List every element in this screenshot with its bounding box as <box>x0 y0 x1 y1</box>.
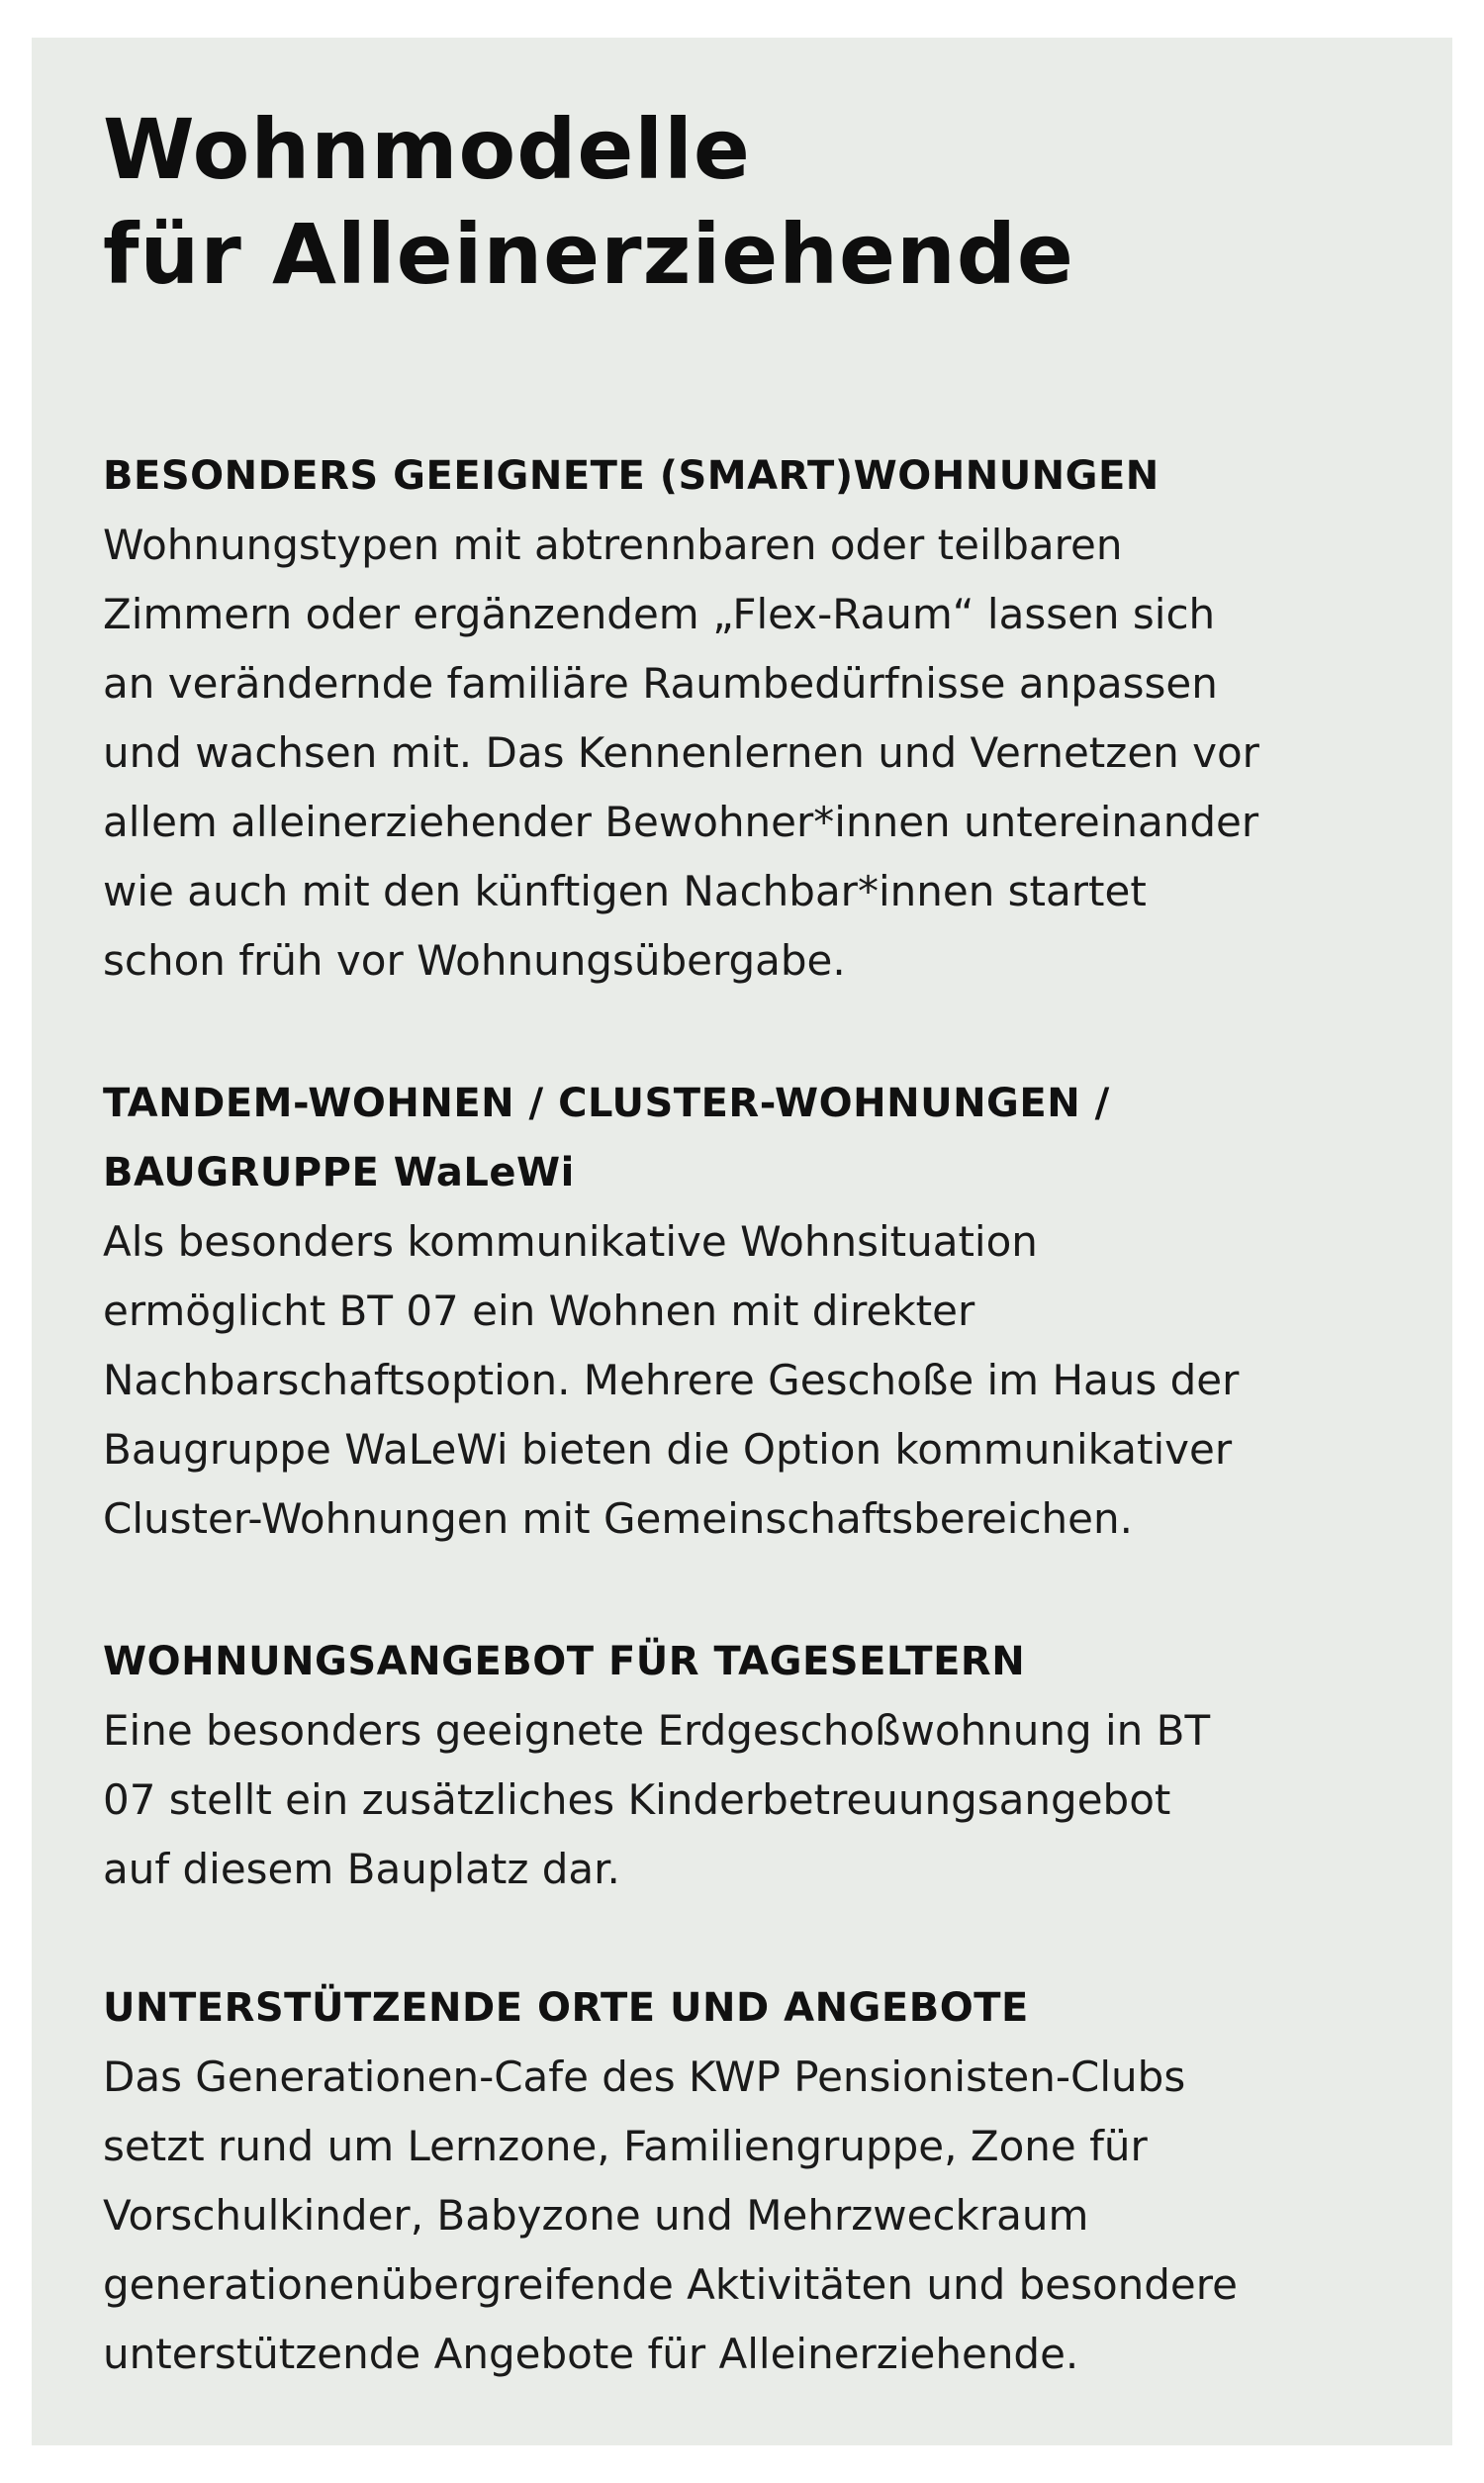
section-heading <box>103 441 1429 511</box>
section-heading-line: BESONDERS GEEIGNETE (SMART)WOHNUNGEN <box>103 453 1159 499</box>
body-line: Baugruppe WaLeWi bieten die Option kommunikativer <box>103 1425 1233 1474</box>
page-title-line-2: für Alleinerziehende <box>103 206 1074 303</box>
section-heading-line: TANDEM-WOHNEN / CLUSTER-WOHNUNGEN / <box>103 1081 1110 1126</box>
section-heading-line: UNTERSTÜTZENDE ORTE UND ANGEBOTE <box>103 1985 1029 2031</box>
body-line: allem alleinerziehender Bewohner*innen untereinander <box>103 798 1259 846</box>
body-line: Wohnungstypen mit abtrennbaren oder teilbaren <box>103 521 1123 569</box>
body-line: generationenübergreifende Aktivitäten und besondere <box>103 2260 1238 2309</box>
section-support-offers <box>103 1973 1429 2389</box>
body-line: Cluster-Wohnungen mit Gemeinschaftsbereichen. <box>103 1494 1133 1543</box>
section-heading <box>103 1973 1429 2043</box>
info-panel <box>32 38 1452 2445</box>
body-line: setzt rund um Lernzone, Familiengruppe, Zone für <box>103 2122 1148 2170</box>
section-body <box>103 2043 1429 2389</box>
body-line: wie auch mit den künftigen Nachbar*innen startet <box>103 867 1147 915</box>
body-line: Vorschulkinder, Babyzone und Mehrzweckraum <box>103 2191 1089 2240</box>
section-body <box>103 1207 1429 1554</box>
body-line: schon früh vor Wohnungsübergabe. <box>103 936 846 985</box>
body-line: an verändernde familiäre Raumbedürfnisse anpassen <box>103 659 1218 708</box>
body-line: ermöglicht BT 07 ein Wohnen mit direkter <box>103 1287 975 1335</box>
body-line: Zimmern oder ergänzendem „Flex-Raum“ lassen sich <box>103 590 1216 638</box>
section-tandem-cluster <box>103 1069 1429 1554</box>
body-line: auf diesem Bauplatz dar. <box>103 1845 620 1893</box>
body-line: unterstützende Angebote für Alleinerziehende. <box>103 2330 1079 2378</box>
section-heading-line: BAUGRUPPE WaLeWi <box>103 1150 575 1195</box>
body-line: 07 stellt ein zusätzliches Kinderbetreuungsangebot <box>103 1775 1171 1824</box>
body-line: Das Generationen-Cafe des KWP Pensionisten-Clubs <box>103 2053 1186 2101</box>
section-body <box>103 511 1429 996</box>
section-body <box>103 1696 1429 1904</box>
body-line: und wachsen mit. Das Kennenlernen und Vernetzen vor <box>103 728 1259 777</box>
section-heading-line: WOHNUNGSANGEBOT FÜR TAGESELTERN <box>103 1639 1026 1684</box>
body-line: Als besonders kommunikative Wohnsituation <box>103 1217 1038 1266</box>
section-heading <box>103 1627 1429 1696</box>
body-line: Eine besonders geeignete Erdgeschoßwohnung in BT <box>103 1706 1211 1755</box>
section-smart-apartments <box>103 441 1429 996</box>
section-heading <box>103 1069 1429 1207</box>
section-day-parents <box>103 1627 1429 1904</box>
page-title-line-1: Wohnmodelle <box>103 101 751 198</box>
page-title <box>103 97 1074 307</box>
body-line: Nachbarschaftsoption. Mehrere Geschoße im Haus der <box>103 1356 1240 1404</box>
